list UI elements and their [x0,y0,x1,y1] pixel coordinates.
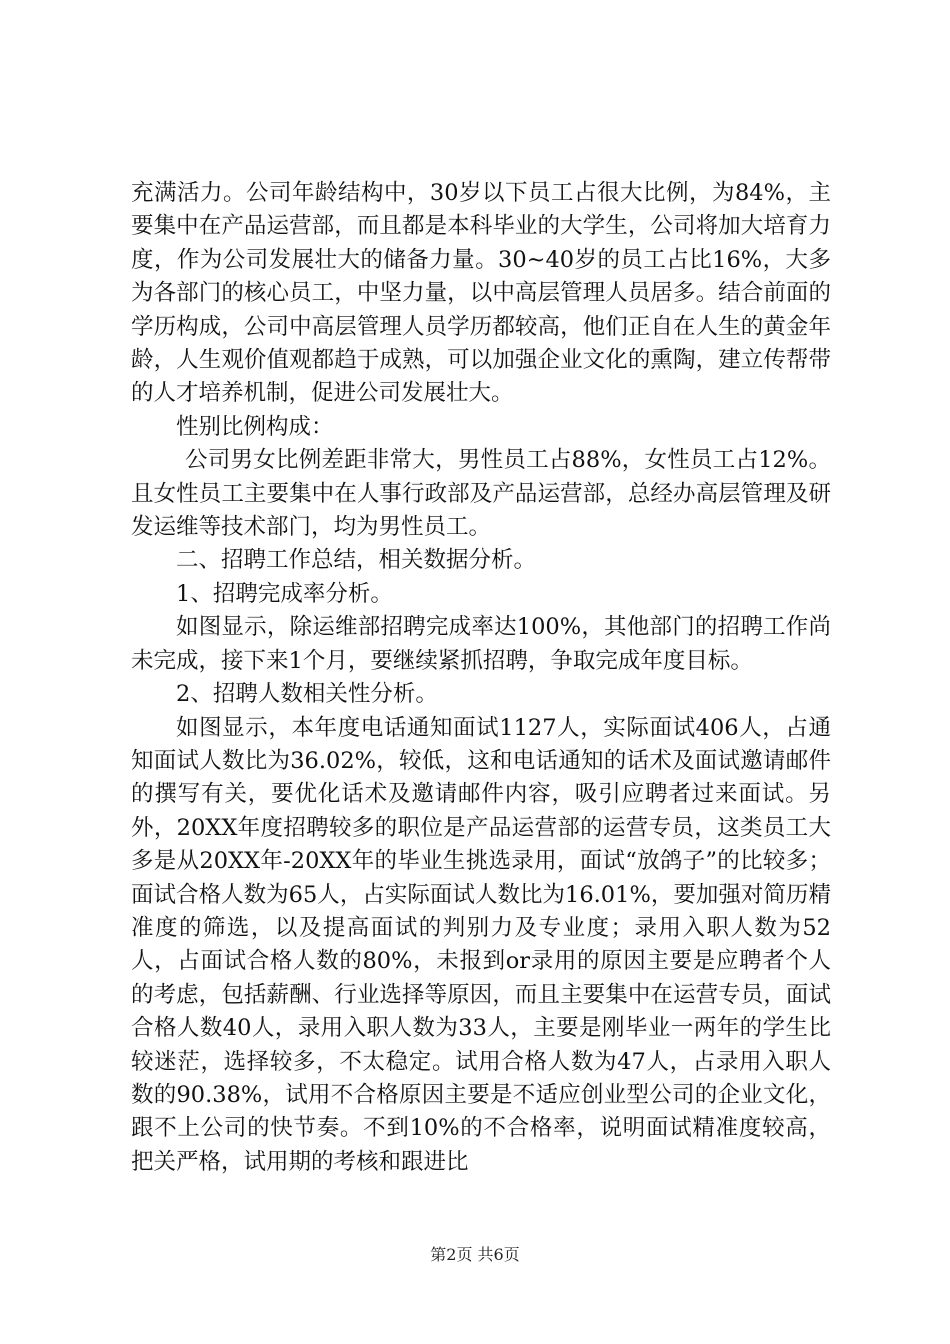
heading-gender-ratio: 性别比例构成： [176,413,334,440]
paragraph-gender-ratio: 公司男女比例差距非常大，男性员工占88%，女性员工占12%。且女性员工主要集中在人事行政部及产品运营部，总经办高层管理及研发运维等技术部门，均为男性员工。 [131,447,831,541]
heading-correlation-analysis: 2、招聘人数相关性分析。 [176,681,438,708]
paragraph-age-structure: 充满活力。公司年龄结构中，30岁以下员工占很大比例，为84%，主要集中在产品运营部，而且都是本科毕业的大学生，公司将加大培育力度，作为公司发展壮大的储备力量。30~40岁的员工占比16%，大多为各部门的核心员工，中坚力量，以中高层管理人员居多。结合前面的学历构成，公司中高层管理人员学历都较高，他们正自在人生的黄金年龄，人生观价值观都趋于成熟，可以加强企业文化的熏陶，建立传帮带的人才培养机制，促进公司发展壮大。 [131,180,831,407]
paragraph-correlation-analysis: 如图显示，本年度电话通知面试1127人，实际面试406人，占通知面试人数比为36.02%，较低，这和电话通知的话术及面试邀请邮件的撰写有关，要优化话术及邀请邮件内容，吸引应聘者过来面试。另外，20XX年度招聘较多的职位是产品运营部的运营专员，这类员工大多是从20XX年-20XX年的毕业生挑选录用，面试“放鸽子”的比较多；面试合格人数为65人，占实际面试人数比为16.01%，要加强对简历精准度的筛选，以及提高面试的判别力及专业度；录用入职人数为52人，占面试合格人数的80%，未报到or录用的原因主要是应聘者个人的考虑，包括薪酬、行业选择等原因，而且主要集中在运营专员，面试合格人数40人，录用入职人数为33人，主要是刚毕业一两年的学生比较迷茫，选择较多，不太稳定。试用合格人数为47人，占录用入职人数的90.38%，试用不合格原因主要是不适应创业型公司的企业文化，跟不上公司的快节奏。不到10%的不合格率，说明面试精准度较高，把关严格，试用期的考核和跟进比 [131,714,831,1175]
heading-recruitment-summary: 二、招聘工作总结，相关数据分析。 [176,547,537,574]
paragraph-completion-rate: 如图显示，除运维部招聘完成率达100%，其他部门的招聘工作尚未完成，接下来1个月，要继续紧抓招聘，争取完成年度目标。 [131,614,831,674]
page-number-footer: 第2页 共6页 [430,1245,520,1264]
heading-completion-rate: 1、招聘完成率分析。 [176,580,393,607]
document-body [131,177,831,1179]
